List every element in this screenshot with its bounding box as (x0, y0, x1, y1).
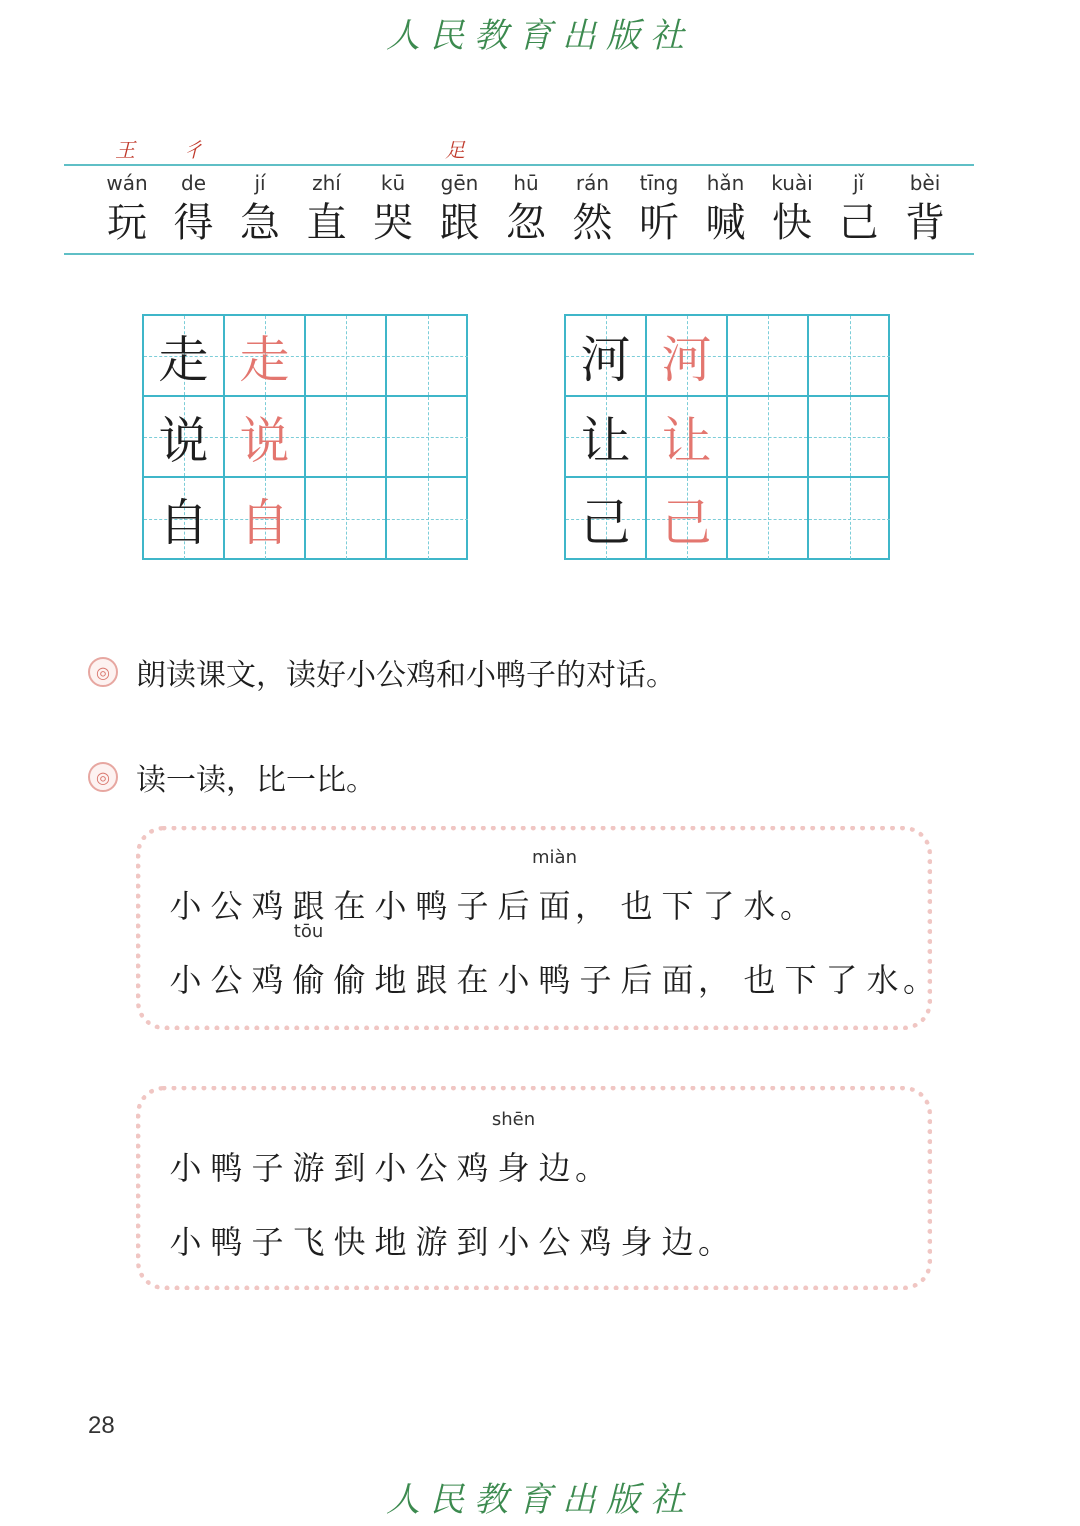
vocab-pinyin: rán (575, 171, 610, 195)
sentence-char: 后 (497, 887, 530, 925)
vocab-item (229, 170, 291, 248)
exercise-compare (88, 755, 376, 799)
model-char: 自 (158, 493, 209, 552)
sentence-char: 子 (456, 887, 489, 925)
sentence-char: 在 (456, 961, 489, 999)
grid-cell (144, 316, 225, 397)
sentence-char: 地 (374, 1223, 407, 1261)
sentence-char: 了 (825, 961, 858, 999)
sentence-char: 边 (661, 1223, 694, 1261)
model-char: 让 (580, 411, 631, 470)
grid-cell (387, 397, 468, 478)
vocab-item (96, 170, 158, 248)
vocab-pinyin: gēn (440, 171, 479, 195)
trace-char: 让 (661, 411, 712, 470)
sentence-char: 公 (538, 1223, 571, 1261)
grid-cell (809, 316, 890, 397)
vocab-pinyin: hǎn (706, 171, 745, 195)
sentence-char: 子 (251, 1149, 284, 1187)
sentence-char: 小 (169, 1223, 202, 1261)
sentence-char: 。 (698, 1223, 731, 1261)
sentence-char: 面 (661, 961, 694, 999)
sentence-char: 快 (333, 1223, 366, 1261)
sentence-char: 身 (620, 1223, 653, 1261)
grid-cell (225, 478, 306, 559)
model-char: 己 (580, 493, 631, 552)
sentence-char: 小 (497, 1223, 530, 1261)
writing-grid-left (142, 314, 468, 560)
grid-cell (566, 478, 647, 559)
grid-cell (647, 478, 728, 559)
speech-bubble-icon: ◎ (88, 657, 118, 687)
speech-bubble-icon: ◎ (88, 762, 118, 792)
char-pinyin: tōu (293, 921, 324, 942)
char-pinyin: shēn (491, 1109, 536, 1130)
trace-char: 己 (661, 493, 712, 552)
sentence-char: 小 (169, 887, 202, 925)
model-char: 走 (158, 330, 209, 389)
grid-cell (647, 316, 728, 397)
vocab-pinyin: jí (254, 171, 266, 195)
grid-cell (144, 397, 225, 478)
exercise-text: 朗读课文，读好小公鸡和小鸭子的对话。 (136, 658, 676, 693)
grid-cell (387, 478, 468, 559)
sentence-char: 鸡 (251, 961, 284, 999)
sentence-char: 偷 (333, 961, 366, 999)
vocab-list (96, 170, 956, 248)
sentence-char: 面 miàn (532, 847, 577, 925)
sentence-char: 。 (575, 1149, 608, 1187)
vocab-pinyin: de (181, 171, 206, 195)
vocab-char: 得 (173, 200, 214, 246)
grid-cell (728, 397, 809, 478)
sentence-char: 跟 (292, 887, 325, 925)
vocab-pinyin: kū (380, 171, 406, 195)
sentence-char: 小 (169, 961, 202, 999)
radical-chi: 彳 (183, 138, 203, 162)
sentence-char: 飞 (292, 1223, 325, 1261)
vocab-pinyin: tīng (639, 171, 679, 195)
sentence-char: 鸭 (538, 961, 571, 999)
radical-wang: 王 (115, 138, 135, 162)
vocab-pinyin: kuài (771, 171, 813, 195)
sentence-char: 地 (374, 961, 407, 999)
grid-cell (144, 478, 225, 559)
compare-box-1 (136, 826, 936, 1030)
sentence-char: 。 (780, 887, 813, 925)
sentence-char: 水 (743, 887, 776, 925)
vocab-char: 忽 (506, 200, 546, 246)
sentence-char: 到 (333, 1149, 366, 1187)
vocab-top-rule (64, 164, 974, 166)
grid-cell (306, 397, 387, 478)
trace-char: 自 (239, 493, 290, 552)
sentence-char: 游 (415, 1223, 448, 1261)
grid-cell (647, 397, 728, 478)
exercise-read-aloud (88, 650, 676, 694)
publisher-logo-top: 人民教育出版社 (386, 16, 694, 56)
sentence-char: 跟 (415, 961, 448, 999)
sentence-char: 下 (661, 887, 694, 925)
vocab-pinyin: hū (513, 171, 539, 195)
grid-cell (566, 397, 647, 478)
vocab-char: 听 (639, 200, 679, 246)
grid-cell (225, 397, 306, 478)
model-char: 河 (580, 330, 631, 389)
sentence-char: 鸡 (579, 1223, 612, 1261)
vocab-char: 哭 (373, 200, 413, 246)
sentence (165, 1109, 616, 1189)
sentence-char: 了 (702, 887, 735, 925)
char-pinyin: miàn (532, 847, 577, 868)
sentence-char: 子 (251, 1223, 284, 1261)
sentence-char: 小 (374, 1149, 407, 1187)
grid-cell (728, 316, 809, 397)
vocab-item (495, 170, 557, 248)
vocab-bottom-rule (64, 253, 974, 255)
sentence-char: 边 (538, 1149, 571, 1187)
vocab-item (562, 170, 624, 248)
sentence-char: ， (698, 961, 731, 999)
vocab-char: 己 (838, 200, 879, 246)
vocab-char: 急 (240, 200, 280, 246)
vocab-char: 喊 (705, 200, 746, 246)
vocab-item (695, 170, 757, 248)
vocab-char: 跟 (439, 200, 480, 246)
grid-cell (306, 316, 387, 397)
sentence-char: 鸭 (415, 887, 448, 925)
vocab-pinyin: bèi (909, 171, 941, 195)
sentence-char: 鸡 (251, 887, 284, 925)
grid-cell (387, 316, 468, 397)
sentence-char: 小 (374, 887, 407, 925)
grid-cell (809, 397, 890, 478)
vocab-item (628, 170, 690, 248)
sentence-char: 在 (333, 887, 366, 925)
vocab-pinyin: wán (106, 171, 148, 195)
sentence-char: 偷 tōu (292, 921, 325, 999)
sentence-char: 到 (456, 1223, 489, 1261)
sentence-char: 鸭 (210, 1149, 243, 1187)
vocab-char: 直 (306, 200, 347, 246)
sentence-char: 。 (903, 961, 936, 999)
vocab-item (163, 170, 225, 248)
vocab-item (761, 170, 823, 248)
sentence-char: 也 (620, 887, 653, 925)
vocab-char: 玩 (107, 200, 147, 246)
sentence-char: 小 (169, 1149, 202, 1187)
trace-char: 说 (239, 411, 290, 470)
sentence-char: 水 (866, 961, 899, 999)
sentence-char: 身 shēn (491, 1109, 536, 1187)
sentence-char: 公 (210, 961, 243, 999)
sentence (165, 1217, 739, 1263)
writing-grid-right (564, 314, 890, 560)
vocab-item (894, 170, 956, 248)
publisher-logo-bottom: 人民教育出版社 (386, 1480, 694, 1520)
vocab-item (362, 170, 424, 248)
vocab-item (828, 170, 890, 248)
vocab-item (429, 170, 491, 248)
vocab-char: 快 (772, 200, 812, 246)
sentence-char: 鸭 (210, 1223, 243, 1261)
sentence-char: 也 (743, 961, 776, 999)
sentence-char: 小 (497, 961, 530, 999)
grid-cell (225, 316, 306, 397)
vocab-char: 然 (572, 200, 613, 246)
sentence (165, 921, 944, 1001)
sentence-char: 下 (784, 961, 817, 999)
vocab-pinyin: jǐ (852, 171, 865, 195)
grid-cell (728, 478, 809, 559)
sentence-char: 后 (620, 961, 653, 999)
page-number: 28 (88, 1412, 115, 1439)
trace-char: 河 (661, 330, 712, 389)
vocab-item (296, 170, 358, 248)
exercise-text: 读一读，比一比。 (136, 763, 376, 798)
trace-char: 走 (239, 330, 290, 389)
sentence-char: 子 (579, 961, 612, 999)
grid-cell (809, 478, 890, 559)
sentence-char: 公 (415, 1149, 448, 1187)
sentence-char: 游 (292, 1149, 325, 1187)
vocab-pinyin: zhí (312, 171, 341, 195)
grid-cell (566, 316, 647, 397)
sentence-char: ， (575, 887, 608, 925)
compare-box-2 (136, 1086, 932, 1290)
sentence-char: 鸡 (456, 1149, 489, 1187)
model-char: 说 (158, 411, 209, 470)
radical-zu: 足 (445, 138, 465, 162)
sentence-char: 公 (210, 887, 243, 925)
vocab-char: 背 (905, 200, 945, 246)
grid-cell (306, 478, 387, 559)
sentence (165, 847, 821, 927)
